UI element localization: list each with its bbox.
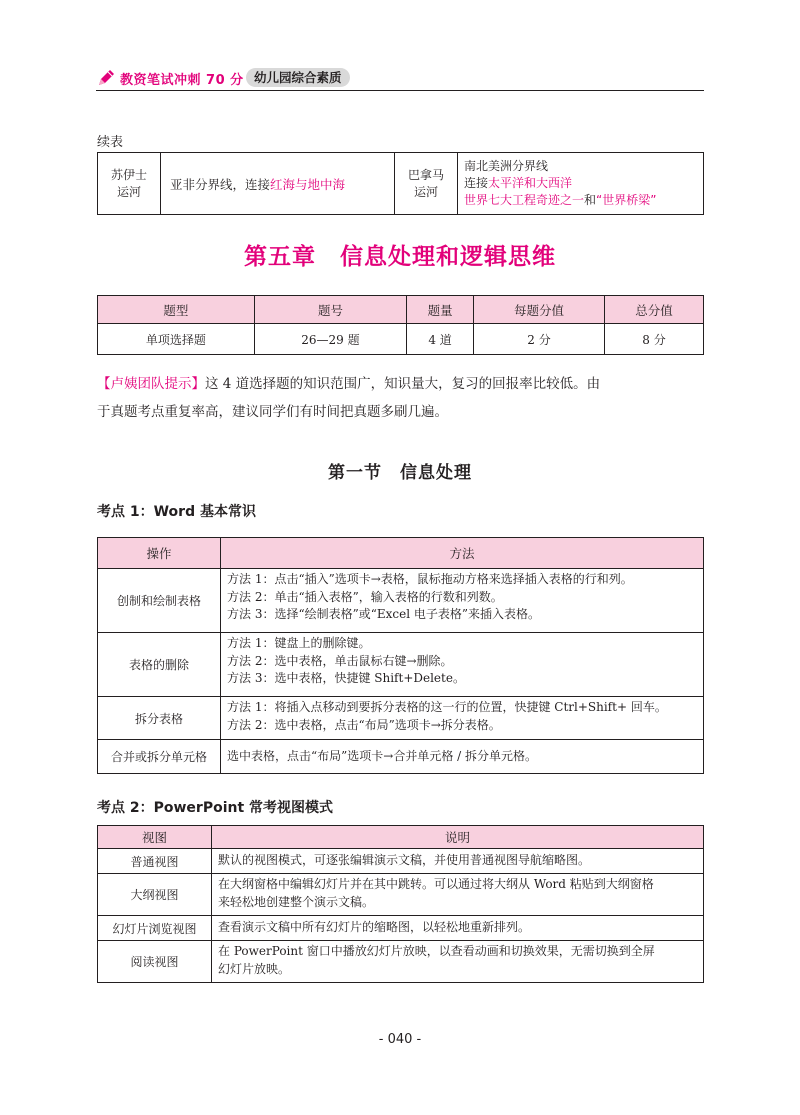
word-op-cell: 表格的删除: [98, 633, 221, 697]
table-row: [98, 697, 704, 740]
table-cell: 26—29 题: [254, 324, 406, 355]
panama-line2-plain: 连接: [464, 176, 489, 190]
ppt-desc-cell: [212, 941, 704, 983]
header-title: 教资笔试冲刺 70 分: [120, 73, 244, 88]
word-method-cell: [221, 569, 704, 633]
panama-name-cell: [395, 153, 458, 215]
panama-line1: 南北美洲分界线: [464, 159, 549, 173]
table-cell: 4 道: [407, 324, 474, 355]
table-row: [98, 633, 704, 697]
table-row: [98, 740, 704, 774]
suez-name-line2: 运河: [116, 184, 141, 199]
chapter-title: 第五章 信息处理和逻辑思维: [244, 243, 556, 270]
method-line: 方法 1：点击“插入”选项卡→表格，鼠标拖动方格来选择插入表格的行和列。: [227, 572, 633, 586]
suez-name-cell: [98, 153, 161, 215]
table-row: [98, 941, 704, 983]
ppt-view-cell: 幻灯片浏览视图: [98, 916, 212, 941]
word-method-cell: [221, 697, 704, 740]
ppt-view-cell: 大纲视图: [98, 874, 212, 916]
table-row: [98, 153, 704, 215]
desc-line: 来轻松地创建整个演示文稿。: [218, 894, 375, 909]
panama-name-line1: 巴拿马: [407, 167, 444, 182]
panama-desc-cell: [458, 153, 704, 215]
method-line: 方法 2：选中表格，单击鼠标右键→删除。: [227, 653, 453, 668]
kp2-title: 考点 2：PowerPoint 常考视图模式: [97, 800, 334, 816]
tip-text1: 这 4 道选择题的知识范围广，知识量大，复习的回报率比较低。由: [205, 376, 601, 392]
header-cell: 题量: [407, 296, 474, 324]
suez-name-line1: 苏伊士: [110, 167, 147, 182]
header-cell: 题号: [254, 296, 406, 324]
table-cell: 单项选择题: [98, 324, 255, 355]
header-cell: 每题分值: [474, 296, 605, 324]
desc-line: 在大纲窗格中编辑幻灯片并在其中跳转。可以通过将大纲从 Word 粘贴到大纲窗格: [218, 877, 654, 891]
method-line: 方法 3：选择“绘制表格”或“Excel 电子表格”来插入表格。: [227, 607, 540, 621]
kp1-title: 考点 1：Word 基本常识: [97, 504, 256, 520]
word-op-cell: 拆分表格: [98, 697, 221, 740]
header-cell: 题型: [98, 296, 255, 324]
tip-line1: [97, 374, 707, 394]
table-row: [98, 874, 704, 916]
method-line: 方法 3：选中表格，快捷键 Shift+Delete。: [227, 671, 465, 685]
ppt-desc-cell: [212, 849, 704, 874]
panama-line3-highlight: 世界七大工程奇迹之一: [464, 193, 585, 207]
ppt-desc-cell: [212, 874, 704, 916]
table-row: [98, 916, 704, 941]
method-line: 方法 2：选中表格，点击“布局”选项卡→拆分表格。: [227, 717, 501, 732]
desc-line: 幻灯片放映。: [218, 961, 291, 976]
page-number: - 040 -: [378, 1032, 422, 1047]
header-badge: 幼儿园综合素质: [246, 68, 350, 87]
suez-desc-cell: [161, 153, 395, 215]
word-method-cell: [221, 633, 704, 697]
table-header-row: [98, 538, 704, 569]
desc-line: 在 PowerPoint 窗口中播放幻灯片放映，以查看动画和切换效果，无需切换到全屏: [218, 944, 655, 958]
header-cell: 总分值: [605, 296, 704, 324]
table-row: [98, 324, 704, 355]
header-cell: 操作: [98, 538, 221, 569]
header-divider: [96, 90, 704, 91]
word-op-cell: 创制和绘制表格: [98, 569, 221, 633]
ppt-table: [97, 825, 704, 983]
suez-desc-highlight: 红海与地中海: [270, 176, 346, 192]
section-title: 第一节 信息处理: [328, 463, 472, 483]
method-line: 选中表格，点击“布局”选项卡→合并单元格 / 拆分单元格。: [227, 748, 537, 763]
ppt-view-cell: 阅读视图: [98, 941, 212, 983]
method-line: 方法 1：键盘上的删除键。: [227, 636, 371, 650]
desc-line: 默认的视图模式，可逐张编辑演示文稿，并使用普通视图导航缩略图。: [218, 853, 591, 868]
word-op-cell: 合并或拆分单元格: [98, 740, 221, 774]
table-header-row: [98, 296, 704, 324]
table-cell: 8 分: [605, 324, 704, 355]
table-header-row: [98, 826, 704, 849]
tip-label: 【卢姨团队提示】: [97, 376, 205, 392]
word-table: [97, 537, 704, 774]
header-cell: 方法: [221, 538, 704, 569]
suez-desc-plain: 亚非分界线，连接: [170, 176, 271, 192]
header-cell: 说明: [212, 826, 704, 849]
pencil-icon: [96, 68, 116, 88]
method-line: 方法 2：单击“插入表格”，输入表格的行数和列数。: [227, 589, 503, 604]
panama-line3-highlight2: “世界桥梁”: [596, 193, 657, 207]
canal-table: [97, 152, 704, 215]
desc-line: 查看演示文稿中所有幻灯片的缩略图，以轻松地重新排列。: [218, 920, 531, 935]
table-cell: 2 分: [474, 324, 605, 355]
table-row: [98, 849, 704, 874]
continued-label: 续表: [97, 135, 124, 150]
header-cell: 视图: [98, 826, 212, 849]
panama-line2-highlight: 太平洋和大西洋: [488, 176, 573, 190]
word-method-cell: [221, 740, 704, 774]
score-table: [97, 295, 704, 355]
ppt-desc-cell: [212, 916, 704, 941]
tip-text2: 于真题考点重复率高，建议同学们有时间把真题多刷几遍。: [97, 404, 448, 420]
panama-line3-plain: 和: [584, 193, 597, 207]
panama-name-line2: 运河: [413, 184, 438, 199]
ppt-view-cell: 普通视图: [98, 849, 212, 874]
method-line: 方法 1：将插入点移动到要拆分表格的这一行的位置，快捷键 Ctrl+Shift+ 回车。: [227, 700, 667, 714]
table-row: [98, 569, 704, 633]
